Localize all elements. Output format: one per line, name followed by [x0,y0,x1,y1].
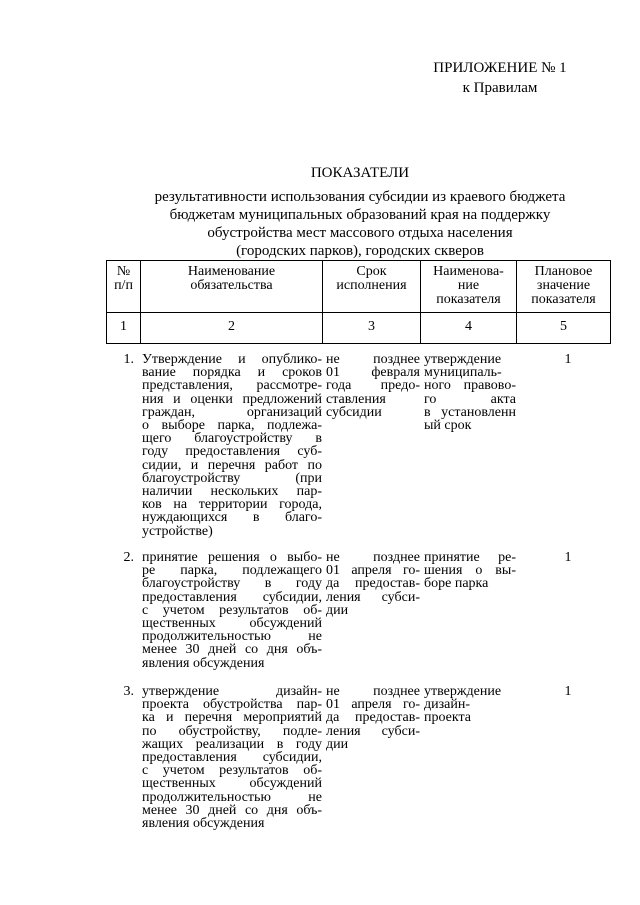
appendix-number: ПРИЛОЖЕНИЕ № 1 [433,60,567,76]
cell-text-line: проекта обустройства пар- [142,697,322,713]
cell-text-line: устройстве) [142,523,213,539]
title-sub-line: бюджетам муниципальных образований края на поддержку [169,207,551,223]
cell-text-line: ый срок [424,418,472,434]
cell-text-line: щего благоустройству в [142,431,322,447]
cell-text-line: субсидии [326,404,382,420]
cell-text-line: принятие ре- [424,550,516,565]
column-number-3: 3 [323,313,421,344]
cell-text-line: явления обсуждения [142,655,265,671]
row-obligation [142,551,322,670]
row-indicator [424,353,516,432]
cell-text-line: утверждение [424,684,502,699]
appendix-reference: к Правилам [462,80,538,96]
cell-text-line: предоставления субсидии, [142,589,322,605]
cell-text-line: утверждение дизайн- [142,684,322,699]
title-main: ПОКАЗАТЕЛИ [310,165,410,181]
cell-text-line: не позднее [326,684,420,699]
cell-text-line: году предоставления суб- [142,444,322,460]
row-obligation [142,685,322,830]
cell-text-line: боре парка [424,576,489,592]
cell-text-line: муниципаль- [424,365,502,381]
cell-text-line: дии [326,736,349,752]
cell-text-line: продолжительностью не [142,789,322,805]
cell-text-line: принятие решения о выбо- [142,550,322,565]
cell-text-line: благоустройству (при [142,470,322,486]
cell-text-line: дизайн- [424,697,471,713]
cell-text-line: не позднее [326,550,420,565]
row-indicator [424,551,516,591]
cell-text-line: сидии, и перечня работ по [142,457,322,473]
title-sub-line: (городских парков), городских скверов [236,243,484,259]
title-subtitle [120,188,600,260]
cell-text-line: ка и перечня мероприятий [142,710,322,726]
cell-text-line: жащих реализации в году [142,736,322,752]
row-planned-value: 1 [564,684,572,699]
row-obligation [142,353,322,538]
cell-text-line: шения о вы- [424,563,516,579]
cell-text-line: нуждающихся в благо- [142,510,322,526]
cell-text-line: ния и оценки предложений [142,391,322,407]
cell-text-line: 01 февраля [326,365,420,381]
header-indicator: Наименова- ние показателя [421,261,517,313]
cell-text-line: явления обсуждения [142,816,265,832]
title-sub-line: результативности использования субсидии из краевого бюджета [154,189,566,205]
cell-text-line: щественных обсуждений [142,776,322,792]
cell-text-line: ления субси- [326,723,420,739]
cell-text-line: проекта [424,710,471,726]
row-planned-value: 1 [564,550,572,565]
cell-text-line: продолжительностью не [142,629,322,645]
row-number: 2. [123,550,134,565]
cell-text-line: 01 апреля го- [326,563,420,579]
column-number-4: 4 [421,313,517,344]
cell-text-line: года предо- [326,378,420,394]
cell-text-line: да предостав- [326,710,420,726]
cell-text-line: ления субси- [326,589,420,605]
column-number-2: 2 [141,313,323,344]
column-number-1: 1 [107,313,141,344]
cell-text-line: 01 апреля го- [326,697,420,713]
cell-text-line: не позднее [326,352,420,367]
cell-text-line: граждан, организаций [142,404,322,420]
cell-text-line: Утверждение и опублико- [142,352,322,367]
row-deadline [326,353,420,419]
cell-text-line: с учетом результатов об- [142,763,322,779]
header-deadline: Срок исполнения [323,261,421,313]
column-number-5: 5 [517,313,611,344]
cell-text-line: да предостав- [326,576,420,592]
row-number: 3. [123,684,134,699]
appendix-header [400,58,600,98]
cell-text-line: с учетом результатов об- [142,602,322,618]
cell-text-line: благоустройству в году [142,576,322,592]
cell-text-line: го акта [424,391,516,407]
row-indicator [424,685,516,725]
cell-text-line: менее 30 дней со дня объ- [142,802,322,818]
header-obligation: Наименование обязательства [141,261,323,313]
cell-text-line: дии [326,602,349,618]
header-planned-value: Плановое значение показателя [517,261,611,313]
row-planned-value: 1 [564,352,572,367]
indicators-table-header [106,260,611,344]
header-number: № п/п [107,261,141,313]
cell-text-line: вание порядка и сроков [142,365,322,381]
row-deadline [326,551,420,617]
cell-text-line: в установленн [424,404,516,420]
title-sub-line: обустройства мест массового отдыха населения [207,225,513,241]
cell-text-line: ставления [326,391,386,407]
cell-text-line: о выборе парка, подлежа- [142,418,322,434]
cell-text-line: утверждение [424,352,502,367]
cell-text-line: предоставления субсидии, [142,750,322,766]
cell-text-line: ре парка, подлежащего [142,563,322,579]
cell-text-line: по обустройству, подле- [142,723,322,739]
cell-text-line: представления, рассмотре- [142,378,322,394]
cell-text-line: менее 30 дней со дня объ- [142,642,322,658]
document-title [120,164,600,260]
cell-text-line: наличии нескольких пар- [142,484,322,500]
row-number: 1. [123,352,134,367]
cell-text-line: ков на территории города, [142,497,322,513]
row-deadline [326,685,420,751]
cell-text-line: ного правово- [424,378,516,394]
cell-text-line: щественных обсуждений [142,616,322,632]
